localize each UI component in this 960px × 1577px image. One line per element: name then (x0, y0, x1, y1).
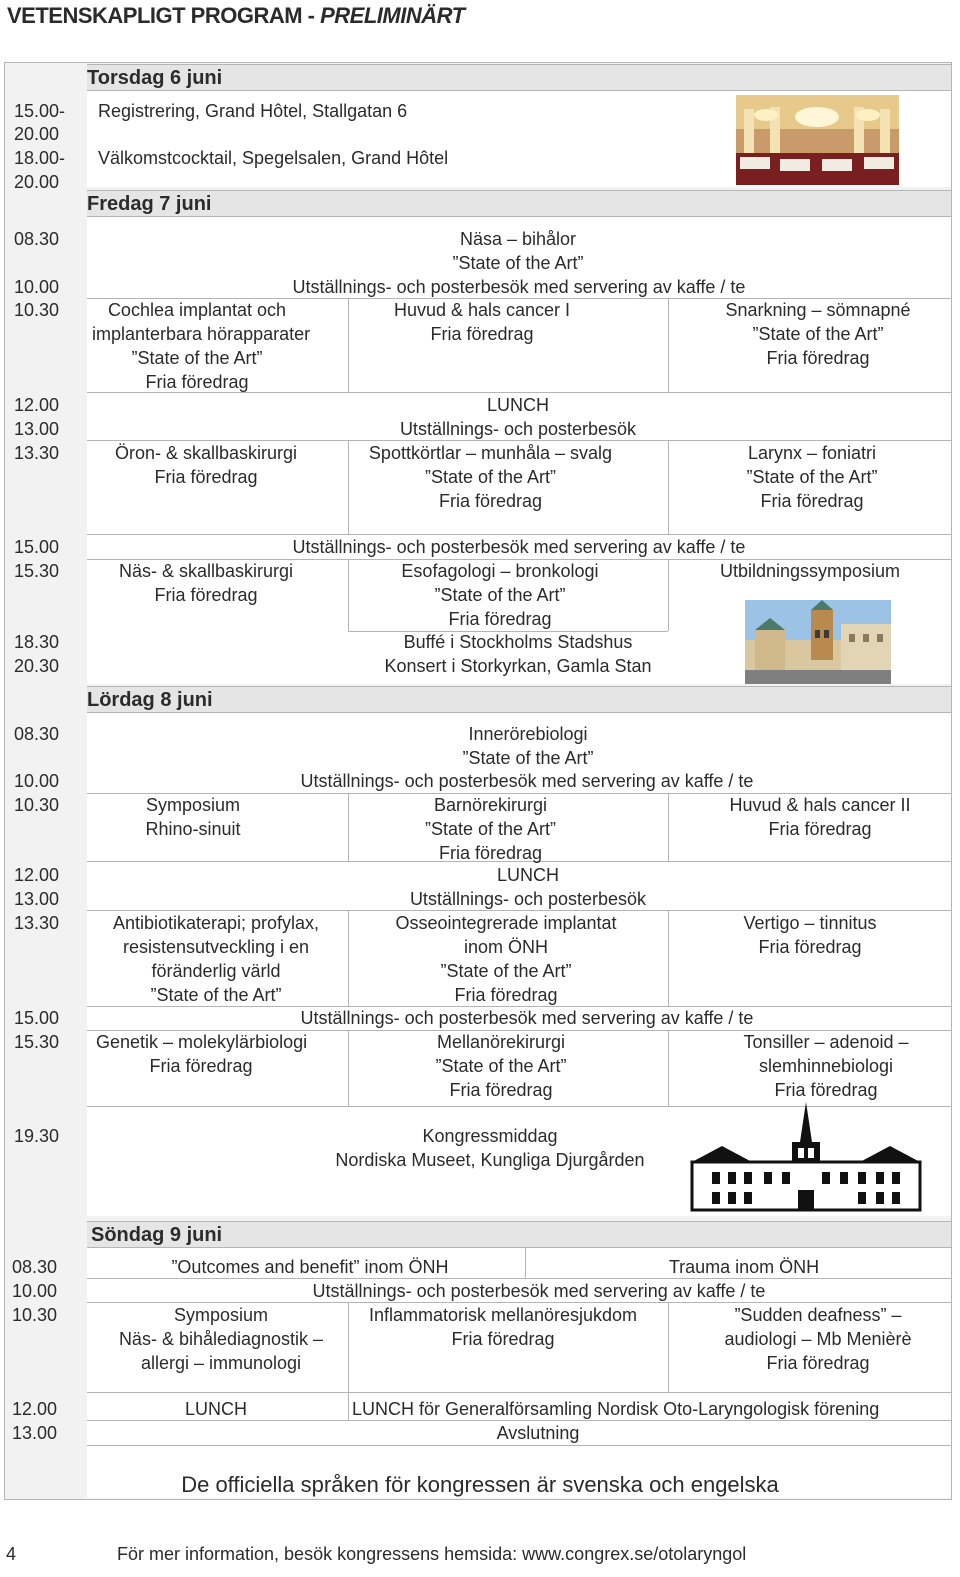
session-line: Näs- & bihålediagnostik – (118, 1329, 324, 1349)
session-line: Fria föredrag (149, 1056, 253, 1076)
vline (348, 559, 349, 631)
session-line: Fria föredrag (774, 1080, 878, 1100)
time-slot: 20.00 (14, 124, 60, 144)
session-line: allergi – immunologi (140, 1353, 302, 1373)
vline (348, 910, 349, 1006)
session-line: Larynx – foniatri (747, 443, 877, 463)
time-slot: 18.30 (14, 632, 60, 652)
session-line: Fria föredrag (768, 819, 872, 839)
session-mellanore (366, 1030, 636, 1102)
session-innerore (358, 722, 698, 770)
session-line: ”State of the Art” (424, 467, 557, 487)
session-utbildning: Utbildningssymposium (719, 561, 901, 581)
official-languages-note: De officiella språken för kongressen är svenska och engelska (181, 1472, 779, 1497)
time-slot: 15.30 (14, 1032, 60, 1052)
session-line: Fria föredrag (438, 843, 543, 863)
session-line: ”State of the Art” (746, 467, 878, 487)
session-tonsiller (710, 1030, 942, 1102)
session-line: Osseointegrerade implantat (395, 913, 617, 933)
title-main: VETENSKAPLIGT PROGRAM - (7, 3, 321, 28)
session-line: föränderlig värld (151, 961, 281, 981)
time-slot: 12.00 (12, 1399, 58, 1419)
footer-info: För mer information, besök kongressens hemsida: www.congrex.se/otolaryngol (117, 1544, 747, 1564)
vline (348, 298, 349, 392)
session-line: Fria föredrag (430, 324, 534, 344)
vline (668, 298, 669, 392)
session-line: Fria föredrag (448, 609, 552, 629)
session-symposium-rhino (88, 793, 298, 841)
session-line: ”State of the Art” (440, 961, 572, 981)
lunch: LUNCH (486, 395, 549, 415)
session-line: Fria föredrag (154, 585, 258, 605)
friday-heading: Fredag 7 juni (87, 193, 212, 215)
session-larynx (700, 441, 924, 513)
session-line: Fria föredrag (451, 1329, 555, 1349)
coffee-break: Utställnings- och posterbesök med servering av kaffe / te (292, 537, 746, 557)
session-line: Symposium (173, 1305, 269, 1325)
session-line: Rhino-sinuit (145, 819, 241, 839)
session-line: Inflammatorisk mellanöresjukdom (368, 1305, 638, 1325)
time-slot: 08.30 (12, 1257, 58, 1277)
session-line: Näsa – bihålor (459, 229, 577, 249)
dinner-line: Nordiska Museet, Kungliga Djurgården (335, 1150, 645, 1170)
session-line: ”State of the Art” (752, 324, 884, 344)
time-slot: 10.30 (12, 1305, 58, 1325)
time-slot: 10.30 (14, 795, 60, 815)
time-slot: 08.30 (14, 724, 60, 744)
time-slot: 20.30 (14, 656, 60, 676)
time-slot: 10.00 (14, 277, 60, 297)
buffe-event: Buffé i Stockholms Stadshus (403, 632, 633, 652)
session-genetik (96, 1030, 306, 1078)
vline (668, 1302, 669, 1392)
session-line: implanterbara hörapparater (92, 324, 311, 344)
session-trauma: Trauma inom ÖNH (668, 1257, 820, 1277)
time-slot: 12.00 (14, 865, 60, 885)
session-line: Huvud & hals cancer I (393, 300, 571, 320)
time-slot: 10.00 (12, 1281, 58, 1301)
lunch: LUNCH (496, 865, 559, 885)
session-nas-skallbas (96, 559, 316, 607)
session-line: Esofagologi – bronkologi (401, 561, 599, 581)
lunch: LUNCH (184, 1399, 247, 1419)
day-heading-friday (87, 190, 951, 217)
time-slot: 15.30 (14, 561, 60, 581)
session-symposium-nas (96, 1303, 346, 1375)
time-slot: 12.00 (14, 395, 60, 415)
session-barnore (348, 793, 633, 865)
session-line: Vertigo – tinnitus (743, 913, 877, 933)
time-slot: 20.00 (14, 172, 60, 192)
session-line: Huvud & hals cancer II (729, 795, 911, 815)
vline (668, 910, 669, 1006)
session-line: slemhinnebiologi (758, 1056, 894, 1076)
time-slot: 10.00 (14, 771, 60, 791)
time-slot: 13.30 (14, 443, 60, 463)
coffee-break: Utställnings- och posterbesök med servering av kaffe / te (300, 1008, 754, 1028)
session-sudden-deafness (698, 1303, 938, 1375)
session-line: Innerörebiologi (468, 724, 588, 744)
session-line: Spottkörtlar – munhåla – svalg (368, 443, 613, 463)
session-nasa (348, 227, 688, 275)
cocktail-text: Välkomstcocktail, Spegelsalen, Grand Hôtel (98, 148, 449, 168)
session-line: Fria föredrag (449, 1080, 553, 1100)
session-line: ”State of the Art” (435, 1056, 567, 1076)
session-line: audiologi – Mb Menièrè (724, 1329, 912, 1349)
thursday-heading: Torsdag 6 juni (87, 67, 223, 89)
session-line: Fria föredrag (154, 467, 258, 487)
time-slot: 13.30 (14, 913, 60, 933)
session-snarkning (700, 298, 936, 370)
session-outcomes: ”Outcomes and benefit” inom ÖNH (171, 1257, 449, 1277)
kongressmiddag (300, 1124, 680, 1172)
session-huvud-hals-2 (700, 793, 940, 841)
session-osseointegrerade (366, 911, 646, 1007)
session-line: Fria föredrag (766, 348, 870, 368)
session-line: Fria föredrag (766, 1353, 870, 1373)
session-line: Fria föredrag (454, 985, 558, 1005)
page-number: 4 (6, 1544, 17, 1564)
session-line: Fria föredrag (145, 372, 249, 392)
poster-session: Utställnings- och posterbesök (399, 419, 637, 439)
time-slot: 13.00 (12, 1423, 58, 1443)
session-line: Mellanörekirurgi (436, 1032, 566, 1052)
session-line: Antibiotikaterapi; profylax, (112, 913, 320, 933)
grand-hotel-hall-illustration (736, 95, 899, 185)
saturday-heading: Lördag 8 juni (87, 689, 213, 711)
session-line: Fria föredrag (760, 491, 864, 511)
session-line: Tonsiller – adenoid – (743, 1032, 909, 1052)
time-slot: 18.00- (14, 148, 66, 168)
day-heading-sunday (87, 1221, 951, 1248)
session-line: ”Sudden deafness” – (734, 1305, 902, 1325)
session-line: ”State of the Art” (150, 985, 282, 1005)
session-line: Öron- & skallbaskirurgi (114, 443, 298, 463)
session-line: Näs- & skallbaskirurgi (118, 561, 294, 581)
sunday-heading: Söndag 9 juni (91, 1224, 223, 1246)
time-slot: 13.00 (14, 419, 60, 439)
session-line: Fria föredrag (758, 937, 862, 957)
session-line: Genetik – molekylärbiologi (96, 1032, 308, 1052)
day-heading-saturday (87, 686, 951, 713)
dinner-line: Kongressmiddag (422, 1126, 558, 1146)
konsert-event: Konsert i Storkyrkan, Gamla Stan (384, 656, 652, 676)
registration-text: Registrering, Grand Hôtel, Stallgatan 6 (98, 101, 408, 121)
session-line: Symposium (145, 795, 241, 815)
time-slot: 10.30 (14, 300, 60, 320)
time-slot: 15.00 (14, 537, 60, 557)
session-line: inom ÖNH (463, 937, 548, 957)
session-huvud-hals-1 (372, 298, 592, 346)
stockholm-church-illustration (745, 600, 891, 684)
session-line: Fria föredrag (438, 491, 543, 511)
hline (87, 1392, 951, 1393)
session-esofagologi (360, 559, 640, 631)
vline (668, 1030, 669, 1106)
session-line: ”State of the Art” (424, 819, 557, 839)
session-oron (96, 441, 316, 489)
hline (87, 1445, 951, 1446)
nordiska-museet-illustration (682, 1102, 930, 1214)
vline (668, 440, 669, 534)
vline (525, 1248, 526, 1278)
vline (348, 1030, 349, 1106)
session-antibiotika (96, 911, 336, 1007)
poster-session: Utställnings- och posterbesök (409, 889, 647, 909)
session-cochlea (92, 298, 311, 394)
time-slot: 15.00 (14, 1008, 60, 1028)
vline (348, 1392, 349, 1420)
session-line: ”State of the Art” (462, 748, 594, 768)
title-italic: PRELIMINÄRT (320, 3, 465, 28)
session-vertigo (700, 911, 920, 959)
session-spottkortlar (348, 441, 633, 513)
session-line: Snarkning – sömnapné (725, 300, 911, 320)
session-line: ”State of the Art” (434, 585, 566, 605)
session-line: ”State of the Art” (452, 253, 584, 273)
time-slot: 08.30 (14, 229, 60, 249)
session-line: ”State of the Art” (131, 348, 263, 368)
session-inflammatorisk (348, 1303, 658, 1351)
coffee-break: Utställnings- och posterbesök med servering av kaffe / te (312, 1281, 766, 1301)
vline (668, 559, 669, 631)
session-line: Cochlea implantat och (107, 300, 287, 320)
vline (668, 793, 669, 861)
lunch-generalforsamling: LUNCH för Generalförsamling Nordisk Oto-Laryngologisk förening (352, 1399, 880, 1419)
session-line: Barnörekirurgi (433, 795, 548, 815)
time-slot: 19.30 (14, 1126, 60, 1146)
time-slot: 15.00- (14, 101, 66, 121)
session-line: resistensutveckling i en (122, 937, 310, 957)
day-heading-thursday (87, 64, 951, 91)
page-title (7, 3, 465, 29)
coffee-break: Utställnings- och posterbesök med servering av kaffe / te (292, 277, 746, 297)
time-slot: 13.00 (14, 889, 60, 909)
coffee-break: Utställnings- och posterbesök med servering av kaffe / te (300, 771, 754, 791)
avslutning: Avslutning (496, 1423, 580, 1443)
